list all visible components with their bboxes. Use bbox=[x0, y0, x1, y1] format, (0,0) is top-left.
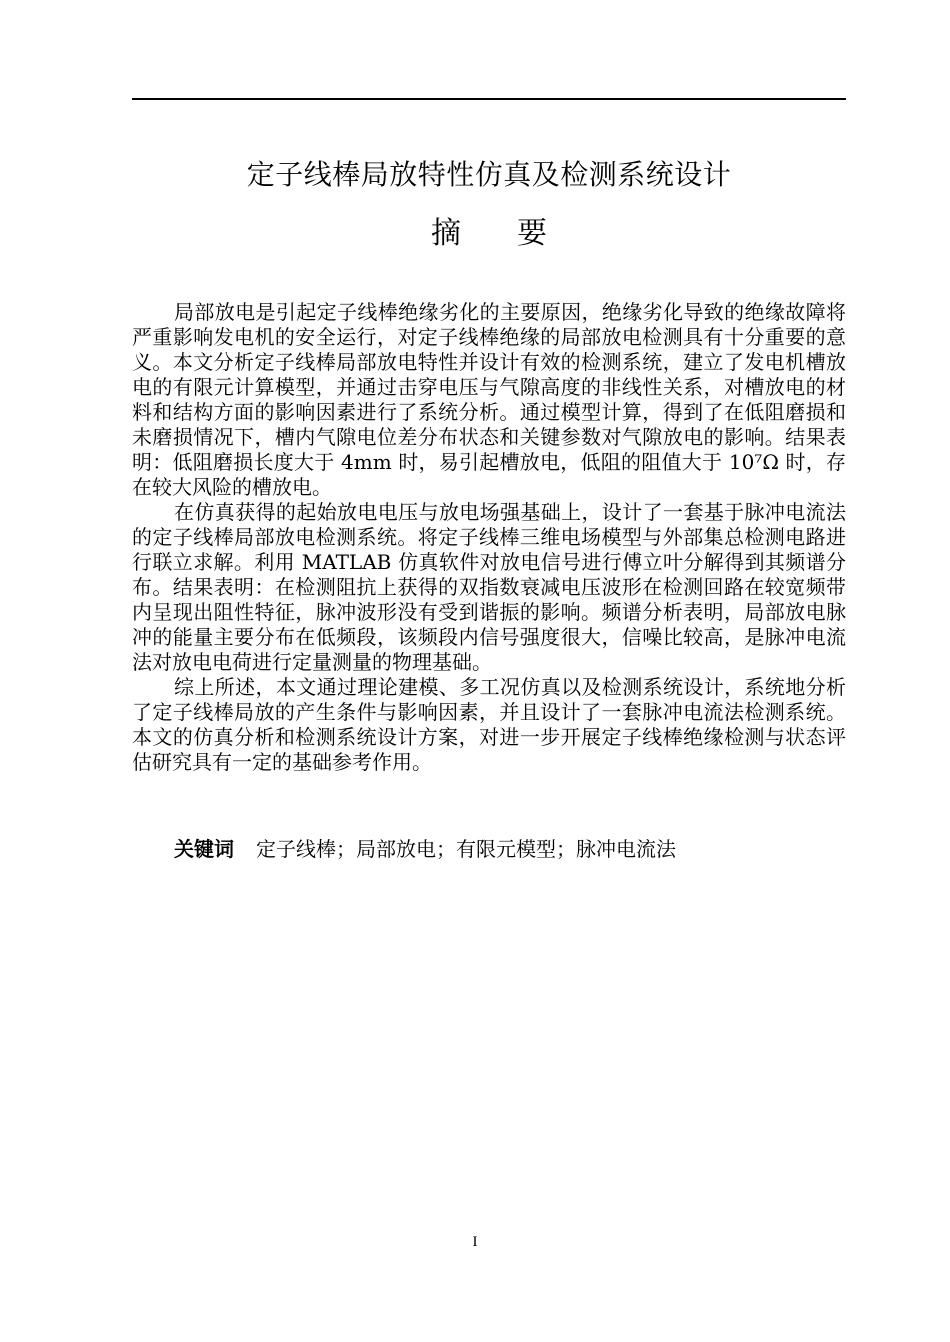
header-rule bbox=[132, 98, 846, 100]
abstract-paragraph-2: 在仿真获得的起始放电电压与放电场强基础上，设计了一套基于脉冲电流法的定子线棒局部放电检测系统。将定子线棒三维电场模型与外部集总检测电路进行联立求解。利用 MATLAB 仿真软件对放电信号进行傅立叶分解得到其频谱分布。结果表明：在检测阻抗上获得的双指数衰减电压波形在检测回路在较宽频带内呈现出阻性特征，脉冲波形没有受到谐振的影响。频谱分析表明，局部放电脉冲的能量主要分布在低频段，该频段内信号强度很大，信噪比较高，是脉冲电流法对放电电荷进行定量测量的物理基础。 bbox=[132, 500, 846, 674]
abstract-body bbox=[132, 300, 846, 775]
abstract-heading: 摘要 bbox=[431, 216, 603, 251]
abstract-paragraph-3: 综上所述，本文通过理论建模、多工况仿真以及检测系统设计，系统地分析了定子线棒局放的产生条件与影响因素，并且设计了一套脉冲电流法检测系统。本文的仿真分析和检测系统设计方案，对进一步开展定子线棒绝缘检测与状态评估研究具有一定的基础参考作用。 bbox=[132, 675, 846, 774]
keywords-list: 定子线棒；局部放电；有限元模型；脉冲电流法 bbox=[256, 837, 676, 861]
keywords-line bbox=[174, 837, 846, 862]
page-number: I bbox=[472, 1234, 478, 1250]
keywords-label: 关键词 bbox=[174, 837, 234, 861]
document-title: 定子线棒局放特性仿真及检测系统设计 bbox=[246, 158, 732, 191]
abstract-paragraph-1: 局部放电是引起定子线棒绝缘劣化的主要原因，绝缘劣化导致的绝缘故障将严重影响发电机的安全运行，对定子线棒绝缘的局部放电检测具有十分重要的意义。本文分析定子线棒局部放电特性并设计有效的检测系统，建立了发电机槽放电的有限元计算模型，并通过击穿电压与气隙高度的非线性关系，对槽放电的材料和结构方面的影响因素进行了系统分析。通过模型计算，得到了在低阻磨损和未磨损情况下，槽内气隙电位差分布状态和关键参数对气隙放电的影响。结果表明：低阻磨损长度大于 4mm 时，易引起槽放电，低阻的阻值大于 10⁷Ω 时，存在较大风险的槽放电。 bbox=[132, 300, 846, 499]
